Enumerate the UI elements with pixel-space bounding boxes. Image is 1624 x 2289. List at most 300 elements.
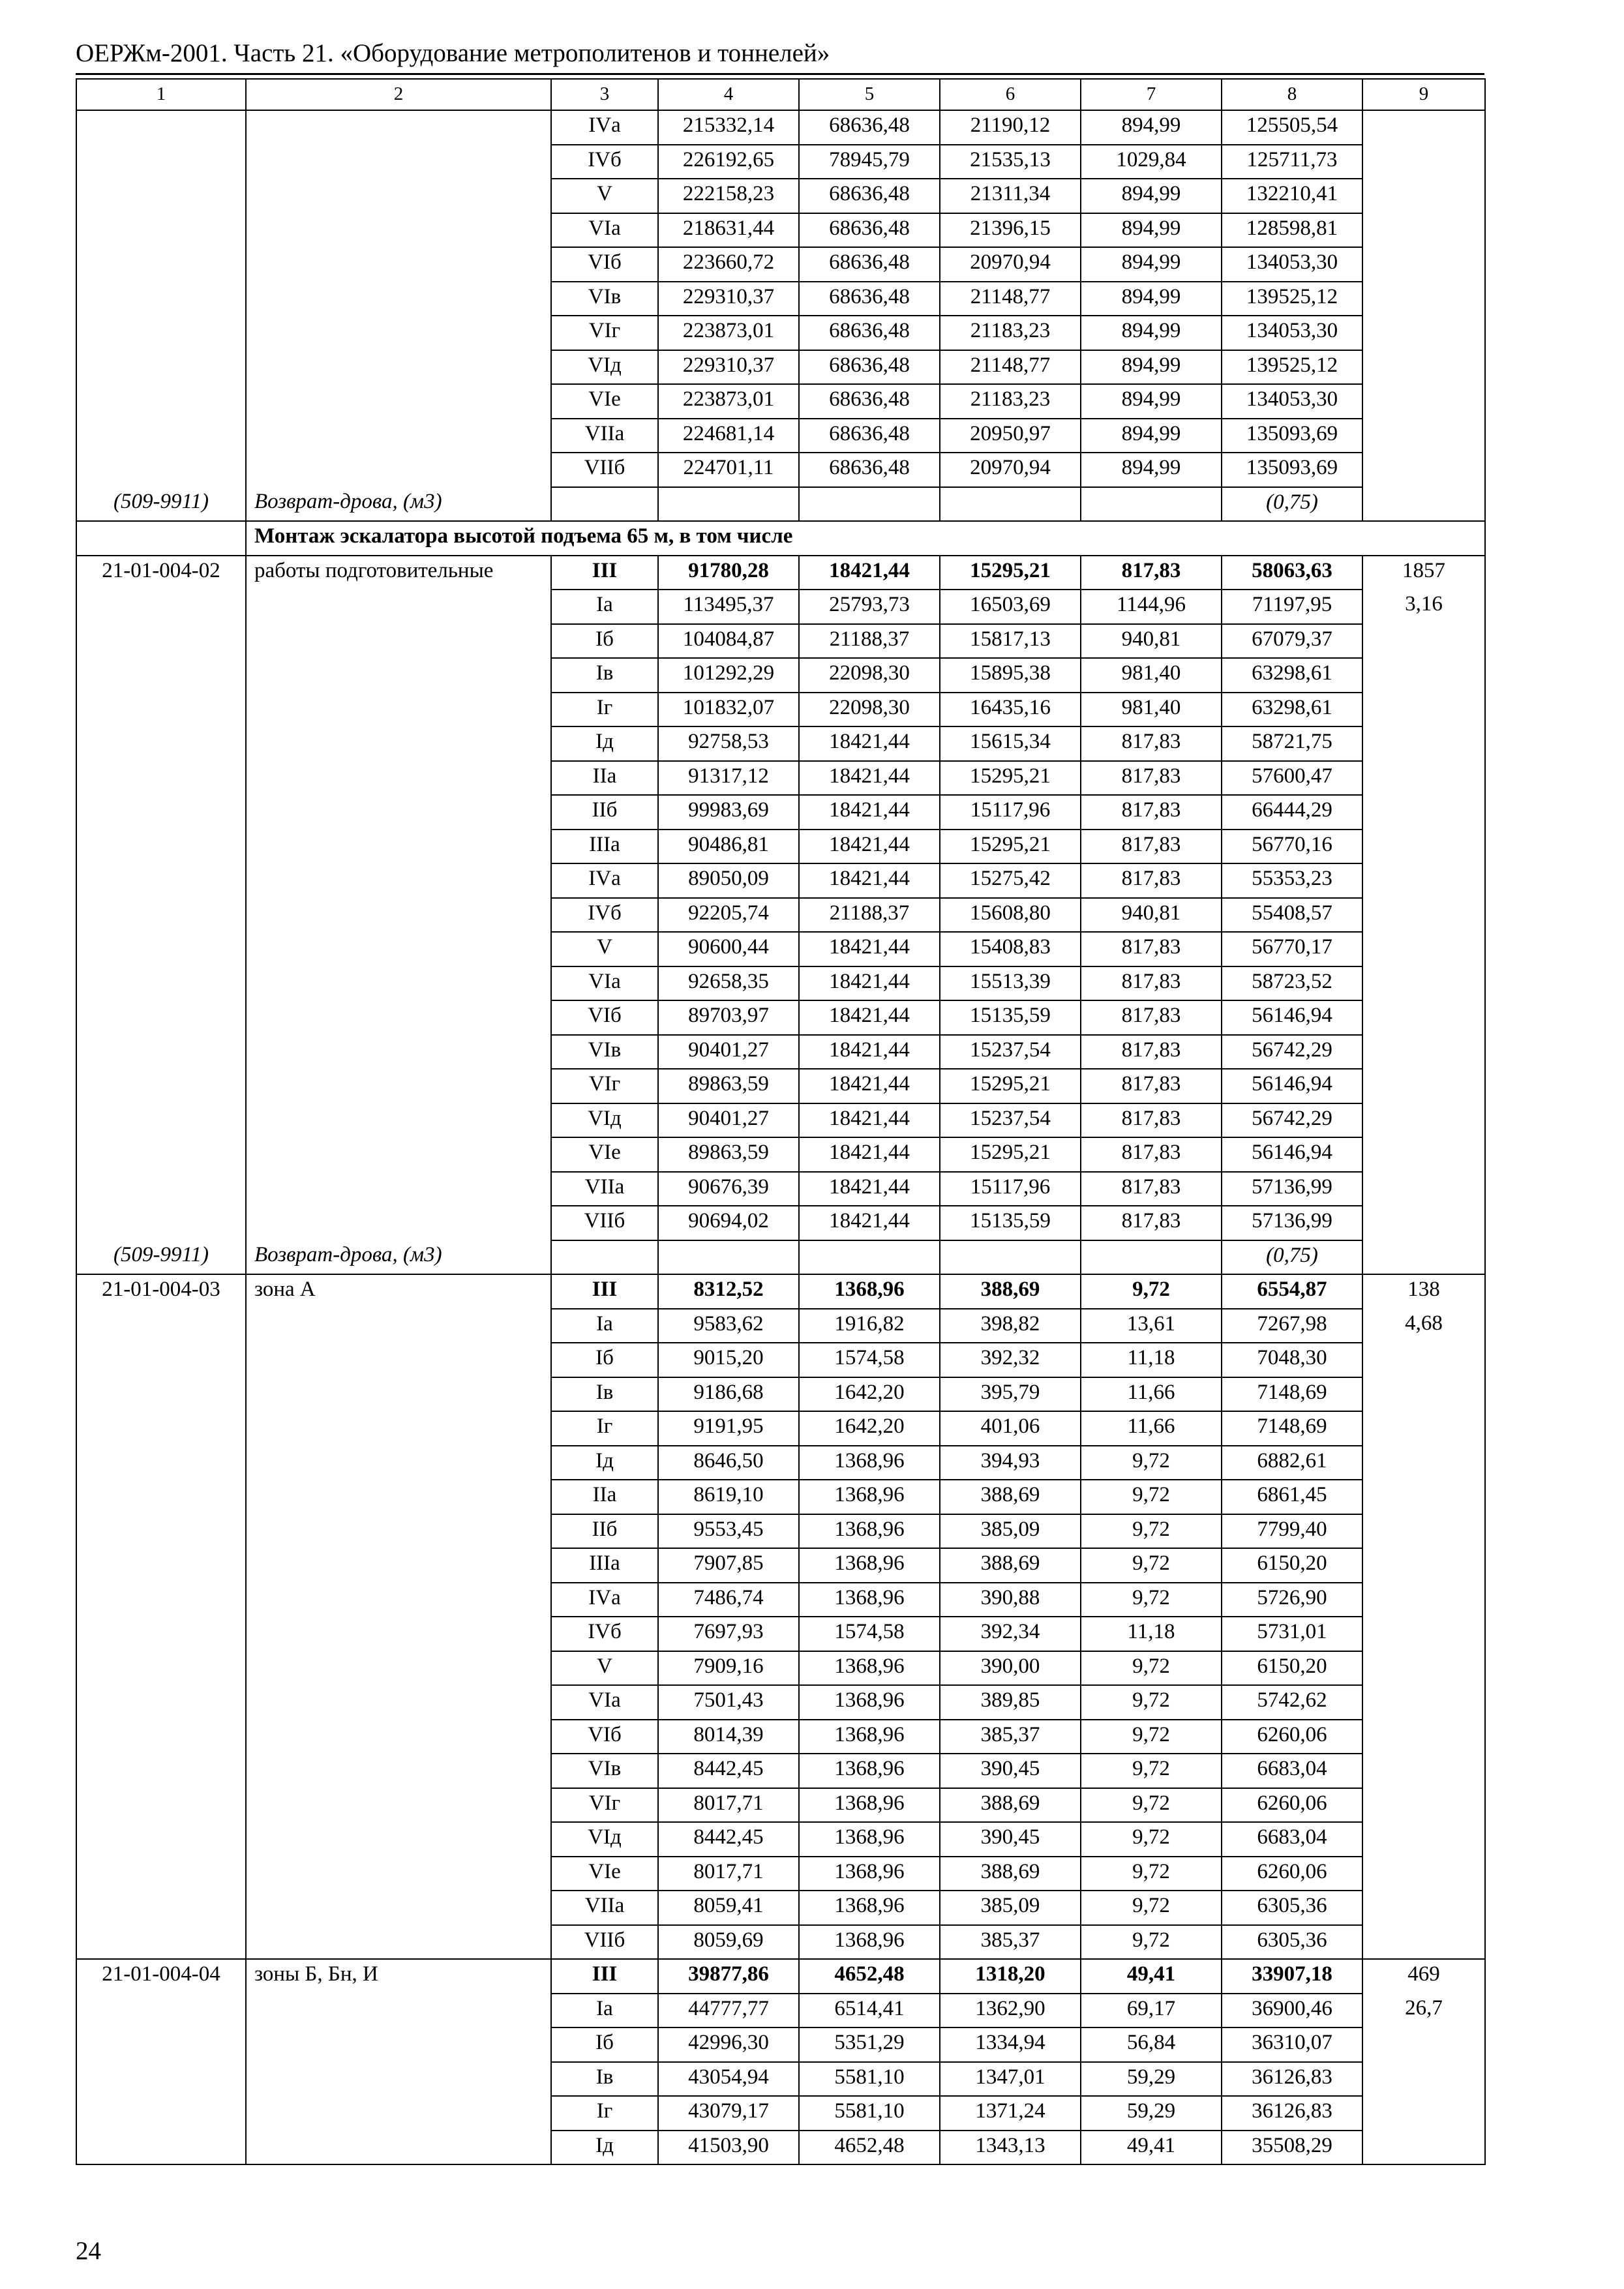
value-cell: 9,72 (1081, 1685, 1222, 1720)
value-cell: 817,83 (1081, 830, 1222, 864)
work-name-cell (246, 419, 551, 453)
value-cell: 1368,96 (799, 1274, 940, 1309)
work-name-cell (246, 898, 551, 933)
zone-cell: IIб (551, 1514, 658, 1549)
extra-cell (1362, 1377, 1485, 1412)
extra-cell: 138 (1362, 1274, 1485, 1309)
value-cell: 15608,80 (940, 898, 1081, 933)
work-name-cell: зоны Б, Бн, И (246, 1959, 551, 1994)
value-cell: 101832,07 (658, 693, 799, 727)
zone-cell: IVб (551, 898, 658, 933)
rate-code-cell (76, 795, 246, 830)
work-name-cell (246, 830, 551, 864)
zone-cell: IIIа (551, 1548, 658, 1583)
work-name-cell (246, 1309, 551, 1343)
value-cell: 18421,44 (799, 1206, 940, 1240)
work-name-cell (246, 453, 551, 487)
extra-cell (1362, 145, 1485, 179)
page-number: 24 (76, 2237, 101, 2265)
rate-code-cell (76, 1309, 246, 1343)
extra-cell (1362, 1103, 1485, 1138)
table-row (76, 179, 1485, 213)
value-cell: 20970,94 (940, 453, 1081, 487)
work-name-cell: работы подготовительные (246, 556, 551, 590)
value-cell: 389,85 (940, 1685, 1081, 1720)
work-name-cell (246, 1617, 551, 1651)
work-name-cell (246, 1000, 551, 1035)
value-cell: 44777,77 (658, 1994, 799, 2028)
rate-code-cell (76, 761, 246, 796)
zone-cell: III (551, 1274, 658, 1309)
zone-cell: VIIа (551, 419, 658, 453)
value-cell: 68636,48 (799, 282, 940, 316)
rate-code-cell (76, 1069, 246, 1103)
value-cell: 6305,36 (1222, 1925, 1362, 1960)
work-name-cell (246, 1377, 551, 1412)
zone-cell: Iг (551, 2096, 658, 2131)
value-cell: 21183,23 (940, 384, 1081, 419)
value-cell: 1368,96 (799, 1788, 940, 1823)
extra-cell (1362, 966, 1485, 1001)
value-cell: 1343,13 (940, 2131, 1081, 2165)
value-cell: 894,99 (1081, 350, 1222, 385)
value-cell: 8017,71 (658, 1788, 799, 1823)
work-name-cell (246, 966, 551, 1001)
value-cell: 6861,45 (1222, 1480, 1362, 1514)
work-name-cell (246, 1343, 551, 1377)
rate-code-cell (76, 1411, 246, 1446)
value-cell: 59,29 (1081, 2062, 1222, 2097)
value-cell: 90401,27 (658, 1103, 799, 1138)
table-row (76, 1754, 1485, 1788)
table-row (76, 247, 1485, 282)
value-cell: 9,72 (1081, 1754, 1222, 1788)
value-cell: 1368,96 (799, 1583, 940, 1617)
value-cell: 15513,39 (940, 966, 1081, 1001)
value-cell: 388,69 (940, 1274, 1081, 1309)
rate-code-cell (76, 1137, 246, 1172)
value-cell: 390,00 (940, 1651, 1081, 1686)
empty-cell (658, 487, 799, 522)
work-name-cell (246, 1480, 551, 1514)
value-cell: 392,34 (940, 1617, 1081, 1651)
value-cell: 9,72 (1081, 1446, 1222, 1480)
table-row (76, 966, 1485, 1001)
value-cell: 4652,48 (799, 2131, 940, 2165)
value-cell: 41503,90 (658, 2131, 799, 2165)
value-cell: 817,83 (1081, 966, 1222, 1001)
rate-code-cell (76, 2131, 246, 2165)
work-name-cell (246, 1411, 551, 1446)
value-cell: 1318,20 (940, 1959, 1081, 1994)
work-name-cell (246, 1137, 551, 1172)
value-cell: 55353,23 (1222, 863, 1362, 898)
zone-cell: Iв (551, 2062, 658, 2097)
return-row (76, 487, 1485, 522)
extra-cell (1362, 1000, 1485, 1035)
value-cell: 134053,30 (1222, 384, 1362, 419)
work-name-cell (246, 282, 551, 316)
value-cell: 6514,41 (799, 1994, 940, 2028)
value-cell: 132210,41 (1222, 179, 1362, 213)
extra-cell: 1857 (1362, 556, 1485, 590)
value-cell: 57600,47 (1222, 761, 1362, 796)
value-cell: 18421,44 (799, 1069, 940, 1103)
value-cell: 18421,44 (799, 863, 940, 898)
value-cell: 18421,44 (799, 1035, 940, 1070)
value-cell: 9,72 (1081, 1651, 1222, 1686)
work-name-cell (246, 1548, 551, 1583)
work-name-cell (246, 658, 551, 693)
table-row (76, 1685, 1485, 1720)
value-cell: 15295,21 (940, 830, 1081, 864)
work-name-cell (246, 350, 551, 385)
value-cell: 223873,01 (658, 384, 799, 419)
table-row (76, 1274, 1485, 1309)
value-cell: 9,72 (1081, 1822, 1222, 1857)
table-row (76, 761, 1485, 796)
extra-cell (1362, 350, 1485, 385)
zone-cell: VIа (551, 966, 658, 1001)
value-cell: 388,69 (940, 1548, 1081, 1583)
value-cell: 940,81 (1081, 624, 1222, 659)
table-row (76, 1617, 1485, 1651)
zone-cell: VIг (551, 1788, 658, 1823)
value-cell: 89863,59 (658, 1137, 799, 1172)
table-row (76, 1891, 1485, 1925)
table-row (76, 1925, 1485, 1960)
work-name-cell (246, 1925, 551, 1960)
value-cell: 66444,29 (1222, 795, 1362, 830)
table-row (76, 1788, 1485, 1823)
value-cell: 56770,17 (1222, 932, 1362, 966)
value-cell: 817,83 (1081, 1035, 1222, 1070)
work-name-cell: зона А (246, 1274, 551, 1309)
return-value: (0,75) (1222, 487, 1362, 522)
value-cell: 1642,20 (799, 1377, 940, 1412)
value-cell: 817,83 (1081, 726, 1222, 761)
rate-code-cell (76, 1788, 246, 1823)
value-cell: 68636,48 (799, 179, 940, 213)
value-cell: 9583,62 (658, 1309, 799, 1343)
value-cell: 894,99 (1081, 179, 1222, 213)
value-cell: 6260,06 (1222, 1788, 1362, 1823)
value-cell: 68636,48 (799, 316, 940, 350)
rate-code-cell (76, 898, 246, 933)
zone-cell: VIб (551, 1720, 658, 1754)
table-row (76, 932, 1485, 966)
table-row (76, 1309, 1485, 1343)
value-cell: 15237,54 (940, 1103, 1081, 1138)
zone-cell: VIе (551, 384, 658, 419)
zone-cell: VIа (551, 1685, 658, 1720)
value-cell: 6683,04 (1222, 1754, 1362, 1788)
work-name-cell (246, 726, 551, 761)
work-name-cell (246, 693, 551, 727)
extra-cell: 3,16 (1362, 590, 1485, 624)
value-cell: 1574,58 (799, 1617, 940, 1651)
value-cell: 817,83 (1081, 1000, 1222, 1035)
column-number: 8 (1222, 79, 1362, 110)
zone-cell: VIIб (551, 453, 658, 487)
empty-cell (1081, 487, 1222, 522)
work-name-cell (246, 590, 551, 624)
value-cell: 9191,95 (658, 1411, 799, 1446)
value-cell: 15295,21 (940, 1069, 1081, 1103)
table-row (76, 110, 1485, 145)
zone-cell: IVа (551, 110, 658, 145)
value-cell: 90401,27 (658, 1035, 799, 1070)
value-cell: 56742,29 (1222, 1103, 1362, 1138)
value-cell: 817,83 (1081, 1206, 1222, 1240)
value-cell: 90694,02 (658, 1206, 799, 1240)
rate-code-cell (76, 1685, 246, 1720)
rate-code-cell (76, 1925, 246, 1960)
value-cell: 134053,30 (1222, 316, 1362, 350)
table-row (76, 1137, 1485, 1172)
value-cell: 817,83 (1081, 932, 1222, 966)
value-cell: 817,83 (1081, 1103, 1222, 1138)
zone-cell: VIб (551, 1000, 658, 1035)
extra-cell (1362, 316, 1485, 350)
value-cell: 139525,12 (1222, 350, 1362, 385)
value-cell: 56146,94 (1222, 1000, 1362, 1035)
value-cell: 89050,09 (658, 863, 799, 898)
value-cell: 9,72 (1081, 1891, 1222, 1925)
value-cell: 5581,10 (799, 2096, 940, 2131)
value-cell: 224701,11 (658, 453, 799, 487)
work-name-cell (246, 1651, 551, 1686)
work-name-cell (246, 1788, 551, 1823)
value-cell: 7501,43 (658, 1685, 799, 1720)
work-name-cell (246, 145, 551, 179)
empty-cell (551, 487, 658, 522)
rate-code-cell (76, 316, 246, 350)
value-cell: 15295,21 (940, 761, 1081, 796)
work-name-cell (246, 1172, 551, 1206)
zone-cell: VIв (551, 282, 658, 316)
extra-cell (1362, 1035, 1485, 1070)
rate-code-cell (76, 453, 246, 487)
return-value: (0,75) (1222, 1240, 1362, 1275)
value-cell: 394,93 (940, 1446, 1081, 1480)
value-cell: 92205,74 (658, 898, 799, 933)
extra-cell (1362, 1651, 1485, 1686)
return-row (76, 1240, 1485, 1275)
extra-cell (1362, 1788, 1485, 1823)
table-row (76, 1446, 1485, 1480)
value-cell: 9,72 (1081, 1583, 1222, 1617)
value-cell: 56770,16 (1222, 830, 1362, 864)
value-cell: 49,41 (1081, 1959, 1222, 1994)
table-body (76, 79, 1485, 2164)
value-cell: 226192,65 (658, 145, 799, 179)
value-cell: 1368,96 (799, 1720, 940, 1754)
value-cell: 15237,54 (940, 1035, 1081, 1070)
value-cell: 894,99 (1081, 419, 1222, 453)
value-cell: 1368,96 (799, 1446, 940, 1480)
zone-cell: Iа (551, 1309, 658, 1343)
table-row (76, 624, 1485, 659)
extra-cell (1362, 761, 1485, 796)
value-cell: 91317,12 (658, 761, 799, 796)
zone-cell: VIв (551, 1035, 658, 1070)
value-cell: 36126,83 (1222, 2062, 1362, 2097)
table-row (76, 213, 1485, 248)
value-cell: 1574,58 (799, 1343, 940, 1377)
value-cell: 134053,30 (1222, 247, 1362, 282)
table-row (76, 795, 1485, 830)
value-cell: 6305,36 (1222, 1891, 1362, 1925)
rate-code-cell (76, 282, 246, 316)
value-cell: 9,72 (1081, 1925, 1222, 1960)
value-cell: 22098,30 (799, 693, 940, 727)
value-cell: 1916,82 (799, 1309, 940, 1343)
value-cell: 18421,44 (799, 1137, 940, 1172)
empty-cell (1362, 1240, 1485, 1275)
value-cell: 894,99 (1081, 316, 1222, 350)
value-cell: 8619,10 (658, 1480, 799, 1514)
value-cell: 229310,37 (658, 350, 799, 385)
zone-cell: VIв (551, 1754, 658, 1788)
table-row (76, 1548, 1485, 1583)
value-cell: 398,82 (940, 1309, 1081, 1343)
value-cell: 25793,73 (799, 590, 940, 624)
zone-cell: Iг (551, 693, 658, 727)
table-row (76, 726, 1485, 761)
value-cell: 68636,48 (799, 453, 940, 487)
value-cell: 894,99 (1081, 384, 1222, 419)
value-cell: 6150,20 (1222, 1548, 1362, 1583)
work-name-cell (246, 761, 551, 796)
value-cell: 9,72 (1081, 1548, 1222, 1583)
table-row (76, 1583, 1485, 1617)
extra-cell (1362, 1617, 1485, 1651)
table-row (76, 1514, 1485, 1549)
extra-cell: 469 (1362, 1959, 1485, 1994)
value-cell: 128598,81 (1222, 213, 1362, 248)
value-cell: 99983,69 (658, 795, 799, 830)
value-cell: 90676,39 (658, 1172, 799, 1206)
value-cell: 21190,12 (940, 110, 1081, 145)
extra-cell (1362, 2096, 1485, 2131)
rate-code-cell (76, 1891, 246, 1925)
work-name-cell (246, 179, 551, 213)
column-number: 9 (1362, 79, 1485, 110)
extra-cell (1362, 419, 1485, 453)
value-cell: 224681,14 (658, 419, 799, 453)
value-cell: 9186,68 (658, 1377, 799, 1412)
value-cell: 1371,24 (940, 2096, 1081, 2131)
zone-cell: IIIа (551, 830, 658, 864)
extra-cell (1362, 830, 1485, 864)
value-cell: 8059,41 (658, 1891, 799, 1925)
zone-cell: VIд (551, 1103, 658, 1138)
value-cell: 388,69 (940, 1480, 1081, 1514)
rate-code-cell (76, 1035, 246, 1070)
value-cell: 58723,52 (1222, 966, 1362, 1001)
section-title-row (76, 521, 1485, 556)
section-blank-cell (76, 521, 246, 556)
value-cell: 21311,34 (940, 179, 1081, 213)
value-cell: 139525,12 (1222, 282, 1362, 316)
value-cell: 390,88 (940, 1583, 1081, 1617)
table-row (76, 2096, 1485, 2131)
value-cell: 9,72 (1081, 1857, 1222, 1891)
value-cell: 57136,99 (1222, 1206, 1362, 1240)
value-cell: 7907,85 (658, 1548, 799, 1583)
column-number: 4 (658, 79, 799, 110)
rate-code-cell: 21-01-004-03 (76, 1274, 246, 1309)
value-cell: 215332,14 (658, 110, 799, 145)
value-cell: 1334,94 (940, 2027, 1081, 2062)
value-cell: 894,99 (1081, 247, 1222, 282)
extra-cell (1362, 247, 1485, 282)
rate-code-cell (76, 350, 246, 385)
value-cell: 7486,74 (658, 1583, 799, 1617)
value-cell: 18421,44 (799, 966, 940, 1001)
value-cell: 223873,01 (658, 316, 799, 350)
work-name-cell (246, 1994, 551, 2028)
value-cell: 125711,73 (1222, 145, 1362, 179)
value-cell: 11,18 (1081, 1343, 1222, 1377)
work-name-cell (246, 624, 551, 659)
value-cell: 15895,38 (940, 658, 1081, 693)
rate-code-cell (76, 1617, 246, 1651)
value-cell: 9,72 (1081, 1514, 1222, 1549)
extra-cell (1362, 2062, 1485, 2097)
value-cell: 222158,23 (658, 179, 799, 213)
extra-cell (1362, 213, 1485, 248)
column-number: 3 (551, 79, 658, 110)
value-cell: 4652,48 (799, 1959, 940, 1994)
rate-code-cell (76, 1480, 246, 1514)
value-cell: 1368,96 (799, 1857, 940, 1891)
extra-cell (1362, 453, 1485, 487)
zone-cell: VIIб (551, 1206, 658, 1240)
column-number: 1 (76, 79, 246, 110)
extra-cell (1362, 179, 1485, 213)
work-name-cell (246, 1754, 551, 1788)
value-cell: 15817,13 (940, 624, 1081, 659)
zone-cell: Iв (551, 1377, 658, 1412)
rate-code-cell (76, 658, 246, 693)
zone-cell: VIа (551, 213, 658, 248)
rate-code-cell (76, 110, 246, 145)
empty-cell (799, 1240, 940, 1275)
value-cell: 18421,44 (799, 1103, 940, 1138)
zone-cell: Iд (551, 2131, 658, 2165)
zone-cell: III (551, 556, 658, 590)
zone-cell: V (551, 1651, 658, 1686)
value-cell: 11,66 (1081, 1377, 1222, 1412)
rate-code-cell (76, 2062, 246, 2097)
value-cell: 90600,44 (658, 932, 799, 966)
extra-cell (1362, 726, 1485, 761)
value-cell: 56146,94 (1222, 1069, 1362, 1103)
value-cell: 113495,37 (658, 590, 799, 624)
extra-cell (1362, 1822, 1485, 1857)
empty-cell (940, 487, 1081, 522)
value-cell: 5581,10 (799, 2062, 940, 2097)
zone-cell: VIг (551, 1069, 658, 1103)
extra-cell (1362, 1720, 1485, 1754)
extra-cell (1362, 282, 1485, 316)
extra-cell (1362, 863, 1485, 898)
zone-cell: IIа (551, 761, 658, 796)
extra-cell (1362, 795, 1485, 830)
value-cell: 39877,86 (658, 1959, 799, 1994)
